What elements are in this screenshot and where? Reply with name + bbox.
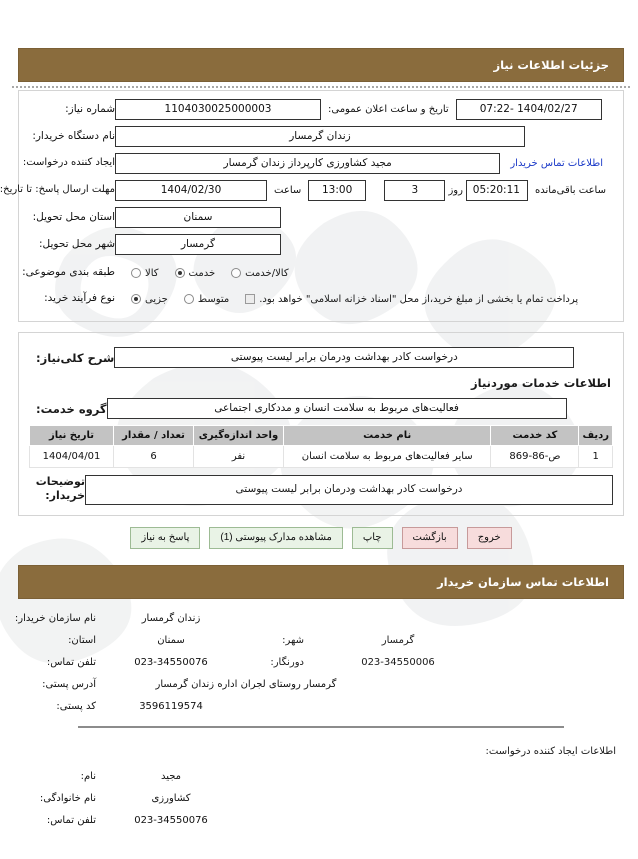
buyer-org-field[interactable]: زندان گرمسار: [115, 126, 525, 147]
deadline-time-field[interactable]: 13:00: [308, 180, 366, 201]
summary-row: [29, 347, 613, 368]
radio-icon: [231, 268, 241, 278]
respond-to-need-button[interactable]: پاسخ به نیاز: [130, 527, 200, 549]
page-title: جزئیات اطلاعات نیاز: [18, 48, 624, 82]
requester-first-row: [18, 771, 616, 782]
contact-fax-label: دورنگار:: [270, 657, 304, 668]
need-number-field[interactable]: 1104030025000003: [115, 99, 321, 120]
purchase-type-label: نوع فرآیند خرید:: [44, 292, 115, 305]
option-label: متوسط: [197, 293, 230, 305]
classification-option-khedmat[interactable]: [175, 268, 216, 279]
requester-section-title: اطلاعات ایجاد کننده درخواست:: [485, 746, 616, 757]
buyer-notes-row: [29, 475, 613, 505]
requester-phone-label: تلفن تماس:: [46, 815, 96, 826]
requester-last-label: نام خانوادگی:: [39, 793, 96, 804]
checkbox-icon: [245, 294, 255, 304]
treasury-docs-checkbox[interactable]: [245, 294, 578, 305]
view-attachments-button[interactable]: مشاهده مدارک پیوستی (1): [209, 527, 343, 549]
buyer-notes-field[interactable]: درخواست کادر بهداشت ودرمان برابر لیست پیوستی: [85, 475, 613, 505]
hours-remaining-field[interactable]: 05:20:11: [466, 180, 528, 201]
city-row: [29, 234, 613, 255]
contact-section-title: اطلاعات تماس سازمان خریدار: [18, 565, 624, 599]
radio-icon: [184, 294, 194, 304]
contact-postal-label: کد پستی:: [56, 701, 96, 712]
creator-field[interactable]: مجید کشاورزی کارپرداز زندان گرمسار: [115, 153, 500, 174]
deadline-row: [0, 180, 613, 201]
table-row: [30, 446, 613, 468]
radio-icon: [175, 268, 185, 278]
cell-unit: نفر: [194, 446, 284, 468]
contact-phone-value: 023-34550076: [134, 657, 208, 668]
contact-city-label: شهر:: [282, 635, 304, 646]
days-remaining-field[interactable]: 3: [384, 180, 445, 201]
purchase-option-motevaset[interactable]: [184, 294, 229, 305]
contact-province-value: سمنان: [157, 635, 185, 646]
cell-quantity: 6: [114, 446, 194, 468]
contact-province-label: استان:: [68, 635, 96, 646]
purchase-type-row: [29, 289, 613, 309]
col-row: ردیف: [579, 426, 613, 446]
summary-label: شرح کلی‌نیاز:: [36, 350, 115, 365]
page-root: [0, 48, 638, 859]
service-group-field[interactable]: فعالیت‌های مربوط به سلامت انسان و مددکاری اجتماعی: [107, 398, 567, 419]
contact-postal-value: 3596119574: [139, 701, 203, 712]
contact-fax-value: 023-34550006: [361, 657, 435, 668]
buyer-org-label: نام دستگاه خریدار:: [32, 129, 115, 142]
contact-grid: [14, 613, 624, 712]
city-label: شهر محل تحویل:: [39, 237, 115, 250]
province-row: [29, 207, 613, 228]
need-number-row: [29, 99, 613, 120]
contact-section: [14, 565, 624, 826]
contact-address-value: گرمسار روستای لجران اداره زندان گرمسار: [155, 679, 337, 690]
contact-city-value: گرمسار: [381, 635, 415, 646]
services-panel: [18, 332, 624, 516]
province-label: استان محل تحویل:: [32, 210, 115, 223]
radio-icon: [131, 268, 141, 278]
buyer-notes-label: توضیحات خریدار:: [35, 475, 85, 503]
section-divider: [78, 726, 564, 728]
cell-name: سایر فعالیت‌های مربوط به سلامت انسان: [284, 446, 491, 468]
service-group-row: [29, 398, 613, 419]
classification-label: طبقه بندی موضوعی:: [22, 266, 115, 279]
days-unit-label: روز: [448, 185, 463, 196]
requester-first-label: نام:: [80, 771, 96, 782]
table-header-row: [30, 426, 613, 446]
radio-icon: [131, 294, 141, 304]
city-field[interactable]: گرمسار: [115, 234, 281, 255]
classification-option-kala[interactable]: [131, 268, 159, 279]
cell-code: ص-86-869: [491, 446, 579, 468]
contact-phone-label: تلفن تماس:: [46, 657, 96, 668]
classification-row: [22, 263, 613, 283]
contact-address-label: آدرس پستی:: [42, 679, 96, 690]
deadline-date-field[interactable]: 1404/02/30: [115, 180, 267, 201]
requester-first-value: مجید: [160, 771, 182, 782]
need-number-label: شماره نیاز:: [65, 102, 115, 115]
creator-row: [22, 153, 613, 174]
contact-phone-row: [18, 657, 616, 668]
back-button[interactable]: بازگشت: [402, 527, 458, 549]
option-label: کالا/خدمت: [245, 267, 289, 279]
purchase-option-jozei[interactable]: [131, 294, 168, 305]
print-button[interactable]: چاپ: [352, 527, 393, 549]
action-button-bar: [18, 527, 624, 549]
need-details-panel: [0, 90, 624, 322]
buyer-contact-link[interactable]: اطلاعات تماس خریدار: [510, 158, 603, 169]
col-quantity: تعداد / مقدار: [114, 426, 194, 446]
buyer-org-row: [29, 126, 613, 147]
requester-phone-value: 023-34550076: [134, 815, 208, 826]
services-table: [29, 425, 613, 468]
contact-address-row: [18, 679, 616, 690]
checkbox-label: پرداخت تمام یا بخشی از مبلغ خرید،از محل "اسناد خزانه اسلامی" خواهد بود.: [259, 293, 579, 305]
contact-postal-row: [18, 701, 616, 712]
exit-button[interactable]: خروج: [467, 527, 512, 549]
remaining-label: ساعت باقی‌مانده: [534, 185, 606, 196]
option-label: کالا: [145, 267, 159, 279]
col-code: کد خدمت: [491, 426, 579, 446]
province-field[interactable]: سمنان: [115, 207, 281, 228]
classification-option-kala-khedmat[interactable]: [231, 268, 289, 279]
cell-date: 1404/04/01: [30, 446, 114, 468]
announce-datetime-field[interactable]: 1404/02/27 -07:22: [456, 99, 602, 120]
deadline-label: مهلت ارسال پاسخ: تا تاریخ:: [0, 184, 115, 196]
summary-field[interactable]: درخواست کادر بهداشت ودرمان برابر لیست پیوستی: [114, 347, 574, 368]
col-name: نام خدمت: [284, 426, 491, 446]
top-divider: [12, 86, 630, 88]
service-group-label: گروه خدمت:: [36, 401, 107, 416]
announce-label: تاریخ و ساعت اعلان عمومی:: [328, 104, 449, 115]
contact-org-row: [14, 613, 616, 624]
services-section-title: اطلاعات خدمات موردنیاز: [471, 376, 611, 390]
col-date: تاریخ نیاز: [30, 426, 114, 446]
requester-grid: [18, 771, 624, 826]
creator-label: ایجاد کننده درخواست:: [22, 157, 115, 169]
deadline-time-label: ساعت: [274, 185, 302, 196]
contact-org-value: زندان گرمسار: [141, 613, 201, 624]
requester-last-row: [18, 793, 616, 804]
requester-last-value: کشاورزی: [151, 793, 191, 804]
cell-row: 1: [579, 446, 613, 468]
col-unit: واحد اندازه‌گیری: [194, 426, 284, 446]
requester-phone-row: [18, 815, 616, 826]
contact-org-label: نام سازمان خریدار:: [14, 613, 96, 624]
option-label: جزیی: [145, 293, 168, 305]
contact-province-row: [18, 635, 616, 646]
option-label: خدمت: [188, 267, 216, 279]
